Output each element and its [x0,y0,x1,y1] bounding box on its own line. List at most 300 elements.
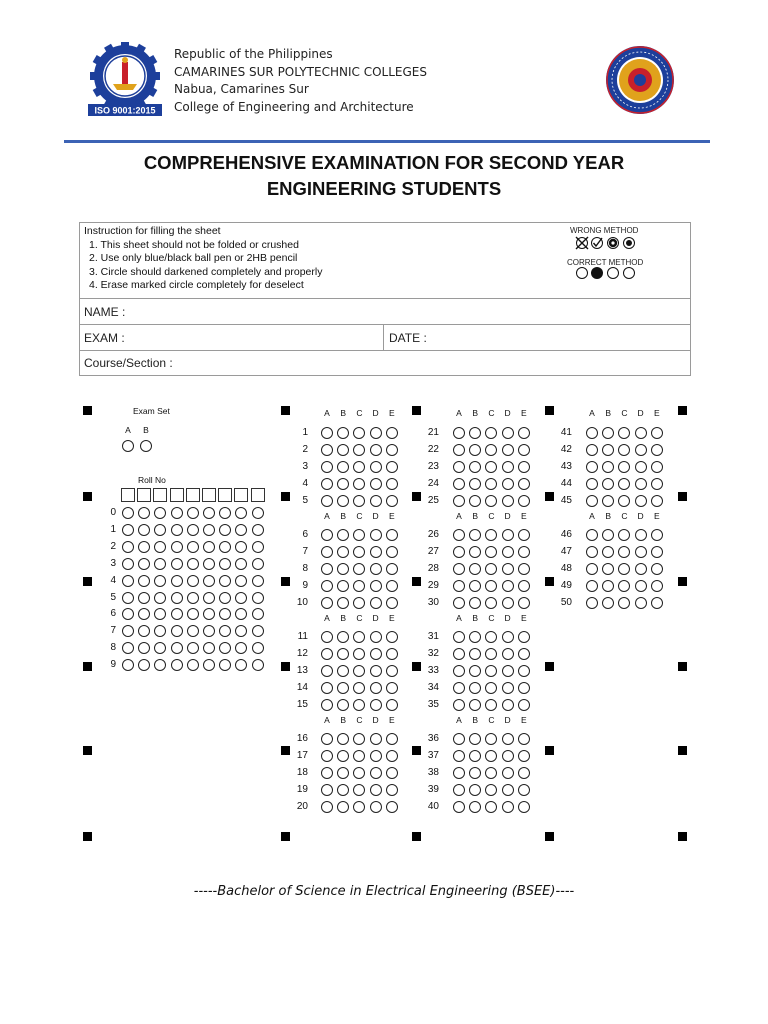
answer-bubble-q44-a[interactable] [586,478,598,490]
answer-bubble-q46-b[interactable] [602,529,614,541]
answer-bubble-q7-e[interactable] [386,546,398,558]
roll-no-bubble[interactable] [138,541,150,553]
roll-no-digit-box[interactable] [251,488,265,502]
answer-bubble-q2-e[interactable] [386,444,398,456]
answer-bubble-q50-b[interactable] [602,597,614,609]
answer-bubble-q26-b[interactable] [469,529,481,541]
roll-no-bubble[interactable] [122,524,134,536]
roll-no-bubble[interactable] [187,507,199,519]
answer-bubble-q7-a[interactable] [321,546,333,558]
roll-no-bubble[interactable] [203,642,215,654]
answer-bubble-q24-c[interactable] [485,478,497,490]
answer-bubble-q18-c[interactable] [353,767,365,779]
roll-no-bubble[interactable] [187,625,199,637]
answer-bubble-q10-c[interactable] [353,597,365,609]
answer-bubble-q9-d[interactable] [370,580,382,592]
roll-no-digit-box[interactable] [121,488,135,502]
answer-bubble-q45-d[interactable] [635,495,647,507]
answer-bubble-q26-e[interactable] [518,529,530,541]
answer-bubble-q3-e[interactable] [386,461,398,473]
answer-bubble-q30-c[interactable] [485,597,497,609]
roll-no-bubble[interactable] [154,592,166,604]
answer-bubble-q40-d[interactable] [502,801,514,813]
answer-bubble-q23-a[interactable] [453,461,465,473]
answer-bubble-q18-a[interactable] [321,767,333,779]
roll-no-bubble[interactable] [235,592,247,604]
answer-bubble-q5-a[interactable] [321,495,333,507]
answer-bubble-q22-a[interactable] [453,444,465,456]
answer-bubble-q10-e[interactable] [386,597,398,609]
answer-bubble-q41-b[interactable] [602,427,614,439]
answer-bubble-q5-b[interactable] [337,495,349,507]
answer-bubble-q49-c[interactable] [618,580,630,592]
answer-bubble-q12-b[interactable] [337,648,349,660]
answer-bubble-q20-e[interactable] [386,801,398,813]
answer-bubble-q6-a[interactable] [321,529,333,541]
answer-bubble-q4-e[interactable] [386,478,398,490]
answer-bubble-q8-a[interactable] [321,563,333,575]
answer-bubble-q48-d[interactable] [635,563,647,575]
roll-no-bubble[interactable] [203,659,215,671]
answer-bubble-q14-e[interactable] [386,682,398,694]
answer-bubble-q49-d[interactable] [635,580,647,592]
roll-no-bubble[interactable] [138,592,150,604]
answer-bubble-q15-b[interactable] [337,699,349,711]
roll-no-bubble[interactable] [171,558,183,570]
roll-no-bubble[interactable] [187,659,199,671]
roll-no-bubble[interactable] [235,558,247,570]
roll-no-bubble[interactable] [235,575,247,587]
roll-no-bubble[interactable] [138,642,150,654]
answer-bubble-q39-e[interactable] [518,784,530,796]
answer-bubble-q43-e[interactable] [651,461,663,473]
answer-bubble-q20-a[interactable] [321,801,333,813]
exam-set-bubble-b[interactable] [140,440,152,452]
answer-bubble-q21-a[interactable] [453,427,465,439]
answer-bubble-q45-a[interactable] [586,495,598,507]
answer-bubble-q12-d[interactable] [370,648,382,660]
roll-no-bubble[interactable] [122,592,134,604]
roll-no-bubble[interactable] [187,524,199,536]
roll-no-bubble[interactable] [252,524,264,536]
answer-bubble-q50-e[interactable] [651,597,663,609]
roll-no-bubble[interactable] [252,575,264,587]
answer-bubble-q34-c[interactable] [485,682,497,694]
roll-no-bubble[interactable] [154,625,166,637]
roll-no-bubble[interactable] [171,608,183,620]
answer-bubble-q20-d[interactable] [370,801,382,813]
answer-bubble-q18-d[interactable] [370,767,382,779]
roll-no-digit-box[interactable] [186,488,200,502]
answer-bubble-q17-d[interactable] [370,750,382,762]
answer-bubble-q23-d[interactable] [502,461,514,473]
answer-bubble-q32-a[interactable] [453,648,465,660]
answer-bubble-q46-c[interactable] [618,529,630,541]
answer-bubble-q7-d[interactable] [370,546,382,558]
answer-bubble-q10-d[interactable] [370,597,382,609]
answer-bubble-q25-a[interactable] [453,495,465,507]
answer-bubble-q34-a[interactable] [453,682,465,694]
answer-bubble-q11-c[interactable] [353,631,365,643]
answer-bubble-q43-a[interactable] [586,461,598,473]
roll-no-bubble[interactable] [122,642,134,654]
roll-no-bubble[interactable] [235,524,247,536]
answer-bubble-q28-c[interactable] [485,563,497,575]
answer-bubble-q13-b[interactable] [337,665,349,677]
answer-bubble-q42-a[interactable] [586,444,598,456]
roll-no-bubble[interactable] [219,524,231,536]
roll-no-bubble[interactable] [219,541,231,553]
answer-bubble-q38-b[interactable] [469,767,481,779]
answer-bubble-q39-c[interactable] [485,784,497,796]
roll-no-bubble[interactable] [187,642,199,654]
answer-bubble-q5-e[interactable] [386,495,398,507]
answer-bubble-q30-a[interactable] [453,597,465,609]
roll-no-bubble[interactable] [122,608,134,620]
answer-bubble-q16-b[interactable] [337,733,349,745]
answer-bubble-q37-a[interactable] [453,750,465,762]
answer-bubble-q38-c[interactable] [485,767,497,779]
answer-bubble-q31-b[interactable] [469,631,481,643]
roll-no-bubble[interactable] [154,575,166,587]
answer-bubble-q26-d[interactable] [502,529,514,541]
answer-bubble-q47-e[interactable] [651,546,663,558]
roll-no-digit-box[interactable] [170,488,184,502]
answer-bubble-q42-d[interactable] [635,444,647,456]
answer-bubble-q29-b[interactable] [469,580,481,592]
answer-bubble-q35-d[interactable] [502,699,514,711]
answer-bubble-q34-d[interactable] [502,682,514,694]
answer-bubble-q17-b[interactable] [337,750,349,762]
answer-bubble-q20-c[interactable] [353,801,365,813]
answer-bubble-q27-b[interactable] [469,546,481,558]
answer-bubble-q1-e[interactable] [386,427,398,439]
roll-no-bubble[interactable] [235,608,247,620]
roll-no-bubble[interactable] [252,541,264,553]
answer-bubble-q25-d[interactable] [502,495,514,507]
answer-bubble-q45-b[interactable] [602,495,614,507]
roll-no-bubble[interactable] [138,625,150,637]
answer-bubble-q26-c[interactable] [485,529,497,541]
answer-bubble-q25-b[interactable] [469,495,481,507]
answer-bubble-q11-a[interactable] [321,631,333,643]
answer-bubble-q4-a[interactable] [321,478,333,490]
roll-no-bubble[interactable] [138,558,150,570]
answer-bubble-q35-e[interactable] [518,699,530,711]
roll-no-bubble[interactable] [252,608,264,620]
roll-no-bubble[interactable] [122,575,134,587]
answer-bubble-q14-b[interactable] [337,682,349,694]
answer-bubble-q44-e[interactable] [651,478,663,490]
answer-bubble-q3-a[interactable] [321,461,333,473]
answer-bubble-q31-e[interactable] [518,631,530,643]
answer-bubble-q26-a[interactable] [453,529,465,541]
answer-bubble-q33-b[interactable] [469,665,481,677]
roll-no-bubble[interactable] [203,524,215,536]
roll-no-bubble[interactable] [187,592,199,604]
answer-bubble-q25-c[interactable] [485,495,497,507]
answer-bubble-q8-c[interactable] [353,563,365,575]
answer-bubble-q22-e[interactable] [518,444,530,456]
roll-no-bubble[interactable] [219,575,231,587]
answer-bubble-q44-d[interactable] [635,478,647,490]
roll-no-bubble[interactable] [187,575,199,587]
answer-bubble-q10-a[interactable] [321,597,333,609]
answer-bubble-q28-a[interactable] [453,563,465,575]
answer-bubble-q40-b[interactable] [469,801,481,813]
answer-bubble-q42-c[interactable] [618,444,630,456]
answer-bubble-q12-a[interactable] [321,648,333,660]
answer-bubble-q24-e[interactable] [518,478,530,490]
roll-no-bubble[interactable] [138,575,150,587]
answer-bubble-q4-d[interactable] [370,478,382,490]
answer-bubble-q31-a[interactable] [453,631,465,643]
roll-no-bubble[interactable] [187,541,199,553]
roll-no-bubble[interactable] [235,642,247,654]
roll-no-bubble[interactable] [171,541,183,553]
answer-bubble-q43-c[interactable] [618,461,630,473]
answer-bubble-q44-b[interactable] [602,478,614,490]
answer-bubble-q21-d[interactable] [502,427,514,439]
answer-bubble-q40-c[interactable] [485,801,497,813]
roll-no-digit-box[interactable] [153,488,167,502]
roll-no-bubble[interactable] [252,507,264,519]
answer-bubble-q36-c[interactable] [485,733,497,745]
answer-bubble-q34-b[interactable] [469,682,481,694]
answer-bubble-q32-c[interactable] [485,648,497,660]
answer-bubble-q24-a[interactable] [453,478,465,490]
roll-no-bubble[interactable] [154,642,166,654]
answer-bubble-q48-c[interactable] [618,563,630,575]
answer-bubble-q15-c[interactable] [353,699,365,711]
roll-no-bubble[interactable] [203,507,215,519]
answer-bubble-q39-d[interactable] [502,784,514,796]
answer-bubble-q23-e[interactable] [518,461,530,473]
roll-no-bubble[interactable] [138,608,150,620]
answer-bubble-q7-c[interactable] [353,546,365,558]
answer-bubble-q2-d[interactable] [370,444,382,456]
roll-no-bubble[interactable] [154,608,166,620]
answer-bubble-q23-c[interactable] [485,461,497,473]
answer-bubble-q32-e[interactable] [518,648,530,660]
roll-no-bubble[interactable] [235,659,247,671]
answer-bubble-q14-a[interactable] [321,682,333,694]
answer-bubble-q8-e[interactable] [386,563,398,575]
roll-no-bubble[interactable] [171,625,183,637]
answer-bubble-q27-d[interactable] [502,546,514,558]
answer-bubble-q2-a[interactable] [321,444,333,456]
answer-bubble-q37-c[interactable] [485,750,497,762]
answer-bubble-q37-b[interactable] [469,750,481,762]
answer-bubble-q24-b[interactable] [469,478,481,490]
answer-bubble-q21-e[interactable] [518,427,530,439]
roll-no-bubble[interactable] [203,558,215,570]
answer-bubble-q2-c[interactable] [353,444,365,456]
answer-bubble-q6-c[interactable] [353,529,365,541]
answer-bubble-q3-d[interactable] [370,461,382,473]
answer-bubble-q48-a[interactable] [586,563,598,575]
answer-bubble-q16-a[interactable] [321,733,333,745]
answer-bubble-q11-d[interactable] [370,631,382,643]
answer-bubble-q17-c[interactable] [353,750,365,762]
roll-no-bubble[interactable] [187,608,199,620]
answer-bubble-q47-b[interactable] [602,546,614,558]
answer-bubble-q45-c[interactable] [618,495,630,507]
answer-bubble-q36-d[interactable] [502,733,514,745]
answer-bubble-q32-d[interactable] [502,648,514,660]
answer-bubble-q38-e[interactable] [518,767,530,779]
answer-bubble-q43-d[interactable] [635,461,647,473]
roll-no-bubble[interactable] [219,625,231,637]
roll-no-bubble[interactable] [122,625,134,637]
answer-bubble-q5-c[interactable] [353,495,365,507]
answer-bubble-q3-b[interactable] [337,461,349,473]
answer-bubble-q29-d[interactable] [502,580,514,592]
answer-bubble-q7-b[interactable] [337,546,349,558]
answer-bubble-q4-c[interactable] [353,478,365,490]
roll-no-bubble[interactable] [122,659,134,671]
answer-bubble-q50-d[interactable] [635,597,647,609]
answer-bubble-q9-e[interactable] [386,580,398,592]
roll-no-bubble[interactable] [219,592,231,604]
answer-bubble-q6-e[interactable] [386,529,398,541]
answer-bubble-q1-d[interactable] [370,427,382,439]
answer-bubble-q27-a[interactable] [453,546,465,558]
answer-bubble-q15-a[interactable] [321,699,333,711]
answer-bubble-q48-b[interactable] [602,563,614,575]
roll-no-bubble[interactable] [219,507,231,519]
roll-no-bubble[interactable] [138,524,150,536]
answer-bubble-q23-b[interactable] [469,461,481,473]
answer-bubble-q5-d[interactable] [370,495,382,507]
roll-no-bubble[interactable] [203,625,215,637]
answer-bubble-q13-c[interactable] [353,665,365,677]
answer-bubble-q17-a[interactable] [321,750,333,762]
answer-bubble-q49-e[interactable] [651,580,663,592]
roll-no-digit-box[interactable] [137,488,151,502]
roll-no-bubble[interactable] [219,642,231,654]
roll-no-bubble[interactable] [252,642,264,654]
answer-bubble-q16-e[interactable] [386,733,398,745]
answer-bubble-q36-a[interactable] [453,733,465,745]
answer-bubble-q33-c[interactable] [485,665,497,677]
roll-no-bubble[interactable] [203,608,215,620]
answer-bubble-q32-b[interactable] [469,648,481,660]
answer-bubble-q39-b[interactable] [469,784,481,796]
answer-bubble-q39-a[interactable] [453,784,465,796]
answer-bubble-q16-c[interactable] [353,733,365,745]
answer-bubble-q18-e[interactable] [386,767,398,779]
roll-no-bubble[interactable] [171,524,183,536]
answer-bubble-q30-d[interactable] [502,597,514,609]
answer-bubble-q50-c[interactable] [618,597,630,609]
answer-bubble-q46-d[interactable] [635,529,647,541]
roll-no-bubble[interactable] [154,507,166,519]
answer-bubble-q31-c[interactable] [485,631,497,643]
answer-bubble-q27-c[interactable] [485,546,497,558]
answer-bubble-q33-a[interactable] [453,665,465,677]
answer-bubble-q28-d[interactable] [502,563,514,575]
roll-no-bubble[interactable] [252,659,264,671]
answer-bubble-q1-a[interactable] [321,427,333,439]
roll-no-bubble[interactable] [154,558,166,570]
roll-no-bubble[interactable] [122,507,134,519]
exam-set-bubble-a[interactable] [122,440,134,452]
roll-no-bubble[interactable] [154,659,166,671]
answer-bubble-q16-d[interactable] [370,733,382,745]
roll-no-bubble[interactable] [219,558,231,570]
answer-bubble-q11-e[interactable] [386,631,398,643]
answer-bubble-q44-c[interactable] [618,478,630,490]
roll-no-bubble[interactable] [138,659,150,671]
answer-bubble-q36-b[interactable] [469,733,481,745]
answer-bubble-q9-b[interactable] [337,580,349,592]
roll-no-bubble[interactable] [171,642,183,654]
answer-bubble-q33-d[interactable] [502,665,514,677]
roll-no-digit-box[interactable] [202,488,216,502]
roll-no-bubble[interactable] [235,625,247,637]
answer-bubble-q8-b[interactable] [337,563,349,575]
answer-bubble-q37-d[interactable] [502,750,514,762]
roll-no-digit-box[interactable] [218,488,232,502]
answer-bubble-q47-a[interactable] [586,546,598,558]
answer-bubble-q11-b[interactable] [337,631,349,643]
answer-bubble-q28-e[interactable] [518,563,530,575]
roll-no-bubble[interactable] [235,541,247,553]
roll-no-bubble[interactable] [203,575,215,587]
answer-bubble-q42-e[interactable] [651,444,663,456]
answer-bubble-q14-c[interactable] [353,682,365,694]
roll-no-bubble[interactable] [171,659,183,671]
answer-bubble-q22-b[interactable] [469,444,481,456]
answer-bubble-q29-c[interactable] [485,580,497,592]
answer-bubble-q13-a[interactable] [321,665,333,677]
answer-bubble-q19-b[interactable] [337,784,349,796]
answer-bubble-q17-e[interactable] [386,750,398,762]
answer-bubble-q18-b[interactable] [337,767,349,779]
answer-bubble-q9-a[interactable] [321,580,333,592]
answer-bubble-q30-e[interactable] [518,597,530,609]
answer-bubble-q45-e[interactable] [651,495,663,507]
answer-bubble-q38-d[interactable] [502,767,514,779]
answer-bubble-q40-a[interactable] [453,801,465,813]
answer-bubble-q31-d[interactable] [502,631,514,643]
roll-no-bubble[interactable] [171,592,183,604]
answer-bubble-q35-a[interactable] [453,699,465,711]
answer-bubble-q13-d[interactable] [370,665,382,677]
roll-no-bubble[interactable] [171,575,183,587]
answer-bubble-q1-c[interactable] [353,427,365,439]
answer-bubble-q41-d[interactable] [635,427,647,439]
roll-no-bubble[interactable] [154,524,166,536]
answer-bubble-q28-b[interactable] [469,563,481,575]
answer-bubble-q19-d[interactable] [370,784,382,796]
answer-bubble-q19-a[interactable] [321,784,333,796]
answer-bubble-q40-e[interactable] [518,801,530,813]
roll-no-bubble[interactable] [203,592,215,604]
roll-no-bubble[interactable] [122,558,134,570]
answer-bubble-q22-d[interactable] [502,444,514,456]
answer-bubble-q29-a[interactable] [453,580,465,592]
answer-bubble-q34-e[interactable] [518,682,530,694]
answer-bubble-q35-b[interactable] [469,699,481,711]
answer-bubble-q43-b[interactable] [602,461,614,473]
answer-bubble-q9-c[interactable] [353,580,365,592]
answer-bubble-q19-e[interactable] [386,784,398,796]
answer-bubble-q6-d[interactable] [370,529,382,541]
roll-no-bubble[interactable] [252,625,264,637]
answer-bubble-q35-c[interactable] [485,699,497,711]
